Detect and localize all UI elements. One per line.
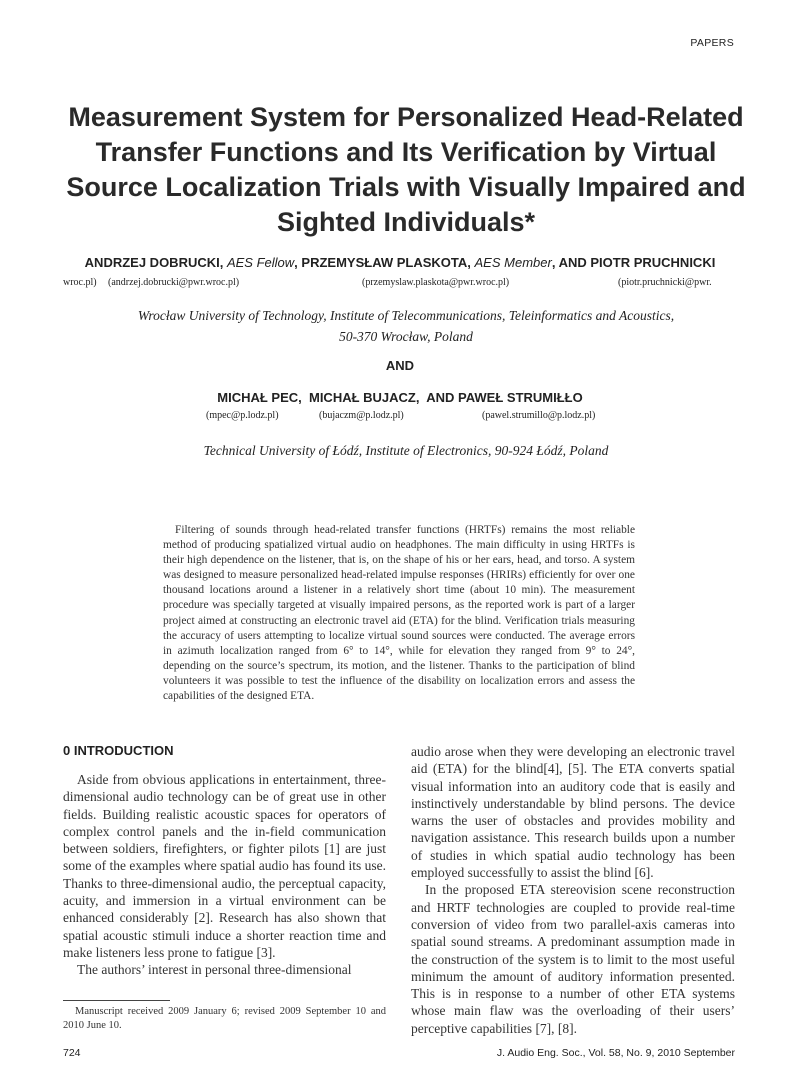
author-name: PAWEŁ STRUMIŁŁO [458, 390, 583, 405]
footnote: Manuscript received 2009 January 6; revised 2009 September 10 and 2010 June 10. [63, 1006, 386, 1031]
journal-citation: J. Audio Eng. Soc., Vol. 58, No. 9, 2010 September [496, 1047, 735, 1059]
affiliation-1 [60, 305, 752, 347]
paper-title: Measurement System for Personalized Head-Related Transfer Functions and Its Verification by Virtual Source Localization Trials with Visually Impaired and Sighted Individuals* [66, 102, 746, 237]
page-number: 724 [63, 1047, 81, 1059]
author-email: (mpec@p.lodz.pl) [206, 410, 279, 421]
author-group-separator: AND [385, 358, 415, 373]
author-email: (pawel.strumillo@p.lodz.pl) [482, 410, 596, 421]
author-conjunction: AND [426, 390, 455, 405]
author-name: MICHAŁ BUJACZ, [308, 390, 420, 405]
author-email: (piotr.pruchnicki@pwr. [618, 277, 712, 288]
author-line-1: ANDRZEJ DOBRUCKI, AES Fellow, PRZEMYSŁAW PLASKOTA, AES Member, AND PIOTR PRUCHNICKI [84, 255, 716, 270]
paragraph: Aside from obvious applications in entertainment, three-dimensional audio technology can be of great use in other fields. Building realistic acoustic spaces for operators of complex control panels and the in-field communication between soldiers, firefighters, or fighter pilots [1] are just some of the examples where spatial audio has found its use. Thanks to three-dimensional audio, the perceptual capacity, acuity, and immersion in a virtual environment can be enhanced considerably [2]. Research has also shown that spatial acoustic stimuli induce a shorter reaction time and make listeners less prone to fatigue [3]. [63, 772, 386, 960]
affiliation-2: Technical University of Łódź, Institute of Electronics, 90-924 Łódź, Poland [203, 443, 609, 458]
abstract: Filtering of sounds through head-related transfer functions (HRTFs) remains the most reliable method of producing spatialized virtual audio on headphones. The main difficulty in using HRTFs is their high dependence on the listener, that is, on the shape of his or her ears, head, and torso. A system was designed to measure personalized head-related impulse responses (HRIRs) efficiently for over one thousand locations around a listener in a relatively short time (about 10 min). The measurement procedure was specially targeted at visually impaired persons, as the reported work is part of a larger project aimed at constructing an electronic travel aid (ETA) for the blind. Verification trials measuring the accuracy of users attempting to localize virtual sound sources were conducted. The average errors in azimuth localization ranged from 6° to 14°, while for elevation they ranged from 9° to 24°, depending on the source’s spectrum, its motion, and the listener. Thanks to the participation of blind volunteers it was possible to test the influence of the disability on localization errors and assess the capabilities of the designed ETA. [163, 524, 635, 703]
author-email: wroc.pl) [63, 277, 97, 288]
paragraph: The authors’ interest in personal three-dimensional [77, 962, 352, 978]
paragraph: In the proposed ETA stereovision scene reconstruction and HRTF technologies are coupled to provide real-time conversion of video from two parallel-axis cameras into spatial sound streams. A predominant assumption made in the construction of the system is to limit to the most useful minimum the amount of auditory information presented. This is in response to a number of other ETA systems whose main flaw was the overloading of their users’ perceptive capabilities [7], [8]. [411, 882, 735, 1036]
author-name: MICHAŁ PEC, [217, 390, 302, 405]
author-name: ANDRZEJ DOBRUCKI [84, 255, 220, 270]
section-heading: 0 INTRODUCTION [63, 743, 174, 758]
author-email: (andrzej.dobrucki@pwr.wroc.pl) [108, 277, 240, 288]
affiliation-line: Wrocław University of Technology, Institute of Telecommunications, Teleinformatics and Acoustics, [137, 308, 675, 323]
author-name: PRZEMYSŁAW PLASKOTA [301, 255, 468, 270]
author-name: PIOTR PRUCHNICKI [590, 255, 716, 270]
author-role: AES Fellow [226, 255, 295, 270]
section-label: PAPERS [690, 37, 734, 49]
body-column-left [63, 771, 386, 979]
affiliation-line: 50-370 Wrocław, Poland [339, 329, 473, 344]
footnote-divider [63, 1000, 170, 1001]
author-role: AES Member [474, 255, 552, 270]
paragraph: audio arose when they were developing an electronic travel aid (ETA) for the blind[4], [5]. The ETA converts spatial visual information into an auditory code that is easily and instinctively understandable by blind persons. The device warns the user of obstacles and provides mobility and navigation assistance. This research builds upon a number of studies in which spatial audio technology has been employed successfully to assist the blind [6]. [411, 744, 735, 881]
author-email: (przemyslaw.plaskota@pwr.wroc.pl) [362, 277, 510, 288]
author-conjunction: AND [558, 255, 587, 270]
author-email: (bujaczm@p.lodz.pl) [319, 410, 404, 421]
author-line-2 [0, 390, 800, 405]
body-column-right [411, 743, 735, 1037]
